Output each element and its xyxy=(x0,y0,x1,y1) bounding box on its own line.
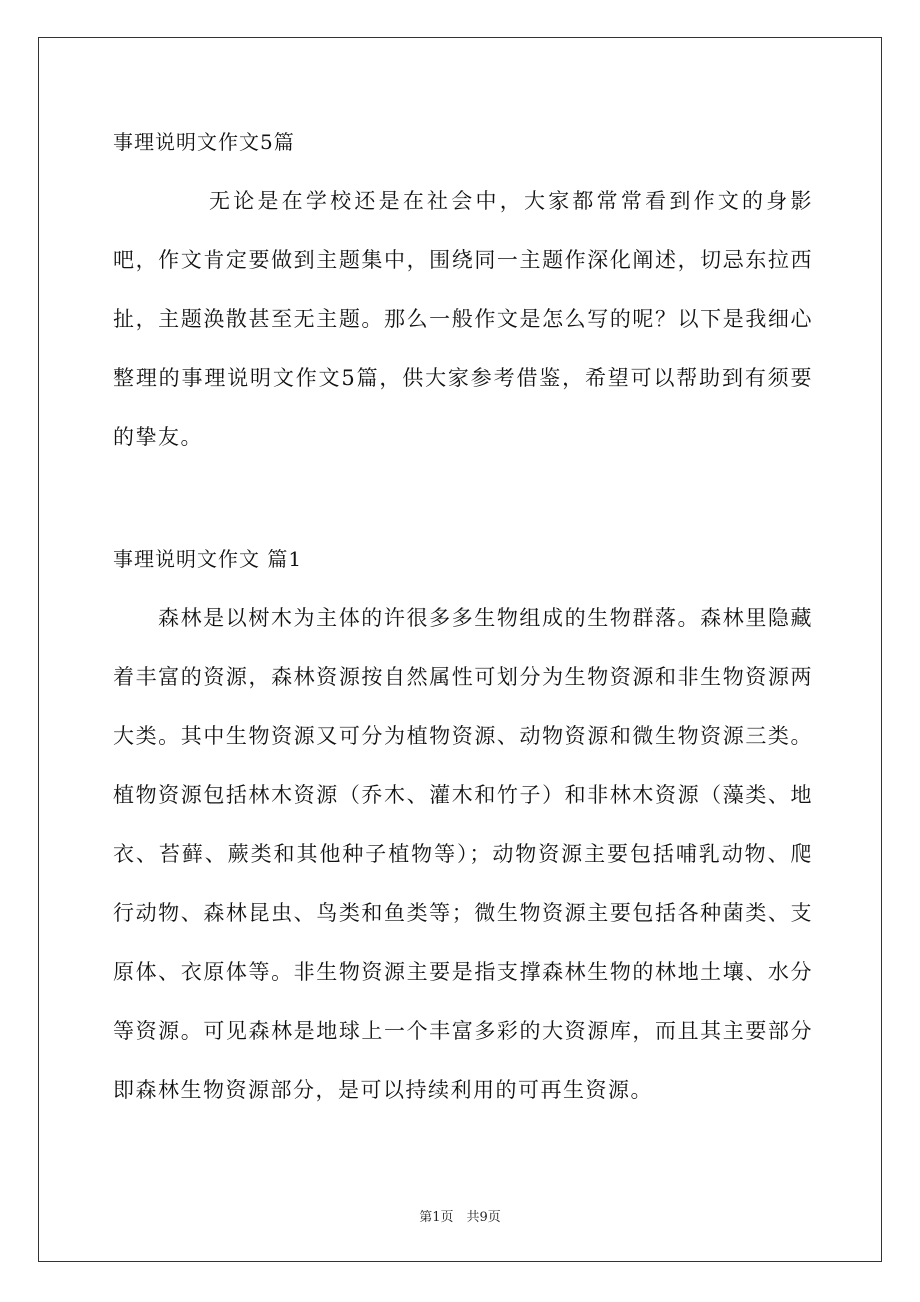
page-footer: 第1页 共9页 xyxy=(419,1210,501,1225)
section-paragraph: 森林是以树木为主体的许很多多生物组成的生物群落。森林里隐藏着丰富的资源，森林资源按自然属性可划分为生物资源和非生物资源两大类。其中生物资源又可分为植物资源、动物资源和微生物资源三类。植物资源包括林木资源（乔木、灌木和竹子）和非林木资源（藻类、地衣、苔藓、蕨类和其他种子植物等）；动物资源主要包括哺乳动物、爬行动物、森林昆虫、鸟类和鱼类等；微生物资源主要包括各种菌类、支原体、衣原体等。非生物资源主要是指支撑森林生物的林地土壤、水分等资源。可见森林是地球上一个丰富多彩的大资源库，而且其主要部分即森林生物资源部分，是可以持续利用的可再生资源。 xyxy=(113,606,813,1102)
intro-paragraph: 无论是在学校还是在社会中，大家都常常看到作文的身影吧，作文肯定要做到主题集中，围绕同一主题作深化阐述，切忌东拉西扯，主题涣散甚至无主题。那么一般作文是怎么写的呢？以下是我细心整理的事理说明文作文5篇，供大家参考借鉴，希望可以帮助到有须要的挚友。 xyxy=(113,189,813,449)
document-body xyxy=(113,112,813,1120)
document-title: 事理说明文作文5篇 xyxy=(113,130,295,154)
section-heading: 事理说明文作文 篇1 xyxy=(113,547,303,571)
